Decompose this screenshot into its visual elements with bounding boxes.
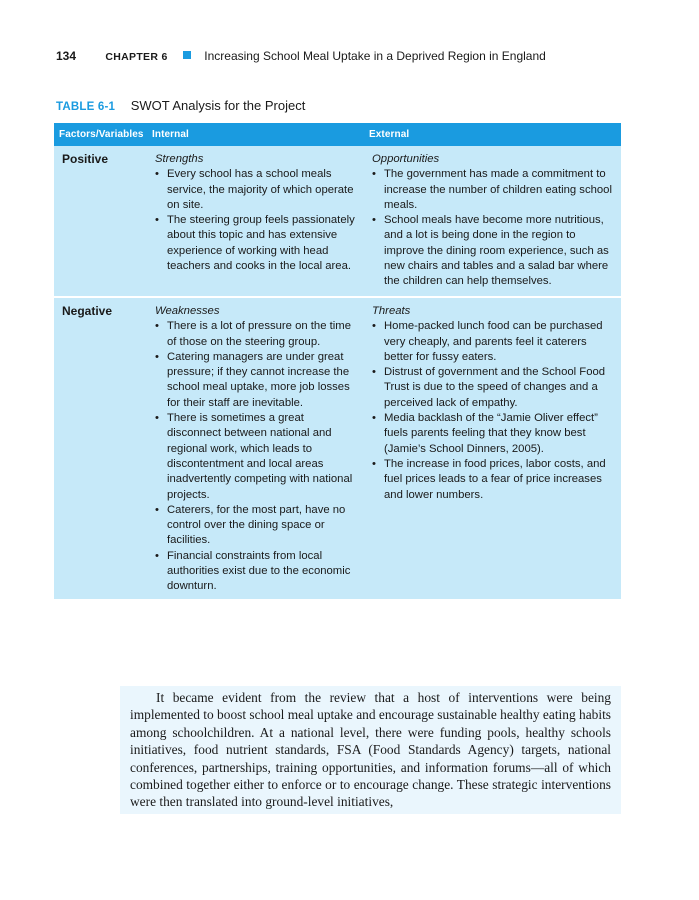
list-item: • The steering group feels passionately about this topic and has extensive experience of working with head teachers and cooks in the local area. — [155, 213, 360, 274]
table-row-positive — [54, 146, 621, 297]
list-item: • Caterers, for the most part, have no control over the dining space or facilities. — [155, 503, 360, 549]
table-header-row — [54, 123, 621, 146]
strengths-heading: Strengths — [155, 153, 204, 165]
cell-strengths — [147, 146, 364, 297]
cell-threats — [364, 297, 621, 599]
threats-heading: Threats — [372, 305, 411, 317]
table-number: TABLE 6-1 — [56, 101, 116, 113]
list-item: • School meals have become more nutritious, and a lot is being done in the region to improve the dining room experience, such as new chairs and tables and a salad bar where the children can help themselves. — [372, 213, 617, 289]
opportunities-list — [372, 167, 617, 289]
list-item: • There is sometimes a great disconnect between national and regional work, which leads to discontentment and local areas inadvertently competing with national projects. — [155, 411, 360, 503]
table-caption — [56, 98, 656, 115]
list-item: • Media backlash of the “Jamie Oliver effect” fuels parents feeling that they know best (Jamie’s School Dinners, 2005). — [372, 411, 617, 457]
weaknesses-heading: Weaknesses — [155, 305, 220, 317]
strengths-list — [155, 167, 360, 274]
list-item: • The increase in food prices, labor costs, and fuel prices leads to a fear of price increases and lower numbers. — [372, 457, 617, 503]
table-title: SWOT Analysis for the Project — [130, 98, 306, 113]
running-head — [56, 49, 656, 64]
chapter-label: CHAPTER 6 — [105, 51, 168, 63]
cell-weaknesses — [147, 297, 364, 599]
list-item: • There is a lot of pressure on the time of those on the steering group. — [155, 319, 360, 350]
list-item: • Home-packed lunch food can be purchased very cheaply, and parents feel it caterers better for fussy eaters. — [372, 319, 617, 365]
header-external: External — [364, 123, 621, 146]
cell-opportunities — [364, 146, 621, 297]
header-factors: Factors/Variables — [54, 123, 147, 146]
list-item: • Distrust of government and the School Food Trust is due to the speed of changes and a perceived lack of empathy. — [372, 365, 617, 411]
threats-list — [372, 319, 617, 503]
list-item: • Financial constraints from local authorities exist due to the economic downturn. — [155, 549, 360, 595]
weaknesses-list — [155, 319, 360, 594]
row-label-negative: Negative — [54, 297, 147, 599]
table-row-negative — [54, 297, 621, 599]
opportunities-heading: Opportunities — [372, 153, 440, 165]
page-number: 134 — [56, 49, 77, 63]
list-item: • Catering managers are under great pressure; if they cannot increase the school meal uptake, more job losses for their staff are inevitable. — [155, 350, 360, 411]
chapter-title: Increasing School Meal Uptake in a Deprived Region in England — [204, 49, 546, 63]
body-paragraph: It became evident from the review that a host of interventions were being implemented to boost school meal uptake and encourage sustainable healthy eating habits among schoolchildren. At a national level, there were funding pools, healthy schools initiatives, food nutrient standards, FSA (Food Standards Agency) targets, national conferences, partnerships, training opportunities, and information forums—all of which combined together either to enforce or to encourage change. These strategic interventions were then translated into ground-level initiatives, — [120, 686, 621, 814]
list-item: • The government has made a commitment to increase the number of children eating school meals. — [372, 167, 617, 213]
list-item: • Every school has a school meals service, the majority of which operate on site. — [155, 167, 360, 213]
row-label-positive: Positive — [54, 146, 147, 297]
header-internal: Internal — [147, 123, 364, 146]
swot-table — [54, 123, 621, 599]
square-bullet-icon — [183, 51, 191, 59]
